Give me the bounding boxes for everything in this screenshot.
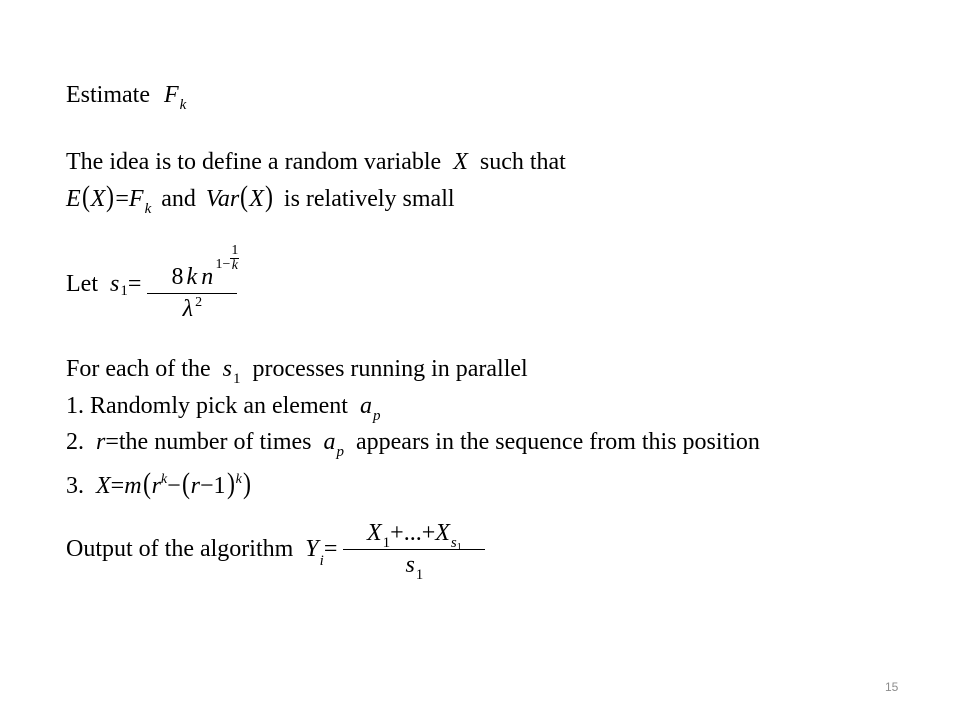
step-3-r2: r: [190, 473, 201, 499]
intro-end: processes running in parallel: [252, 356, 528, 382]
num-n: n: [201, 264, 214, 290]
output-numerator: [343, 520, 485, 553]
variance-symbol: Var: [205, 186, 240, 212]
step-3-minus: −: [167, 473, 181, 499]
step-2: [66, 428, 760, 459]
idea-end: such that: [479, 149, 566, 175]
step-2-var: r: [96, 429, 106, 455]
slide-heading: [66, 81, 186, 112]
step-1-sub: p: [372, 408, 381, 424]
exp-one-minus: 1−: [215, 257, 231, 272]
and-word: and: [161, 186, 196, 212]
steps-intro: [66, 355, 528, 386]
lambda-exp: 2: [195, 295, 203, 310]
step-3-k: k: [160, 472, 168, 487]
let-sub: 1: [120, 283, 128, 299]
den-s: s: [405, 552, 415, 578]
idea-line-1: [66, 148, 566, 176]
expectation-symbol: E: [66, 186, 81, 212]
let-var: s: [109, 271, 120, 297]
output-text: Output of the algorithm: [66, 536, 294, 562]
step-3-x: X: [96, 473, 111, 499]
output-formula: [66, 520, 485, 583]
num-k: k: [186, 264, 198, 290]
step-2-var2: a: [323, 429, 336, 455]
intro-sub: 1: [232, 371, 241, 387]
step-3-m: m: [124, 473, 142, 499]
lambda: λ: [182, 296, 194, 322]
step-3-r: r: [151, 473, 161, 499]
num-xs: X: [435, 520, 450, 546]
step-1-var: a: [359, 393, 372, 419]
exp-fraction: [230, 244, 239, 273]
intro-var: s: [222, 356, 232, 382]
exp-frac-num: 1: [231, 243, 239, 258]
num-xs-subsub: 1: [456, 542, 462, 553]
step-3-eq: =: [110, 473, 125, 499]
num-8: 8: [171, 264, 184, 290]
num-x1-sub: 1: [382, 535, 391, 551]
step-2-sub2: p: [336, 444, 344, 460]
num-plus: +...+: [390, 520, 436, 546]
var-f-sub: k: [144, 201, 152, 217]
idea-line-2-end: is relatively small: [283, 186, 455, 212]
step-3-num: 3.: [66, 473, 84, 499]
step-3-minus-one: −1: [200, 473, 226, 499]
step-1-text: 1. Randomly pick an element: [66, 393, 348, 419]
var-x: X: [90, 186, 106, 212]
output-fraction: [343, 520, 485, 583]
let-denominator: [147, 296, 237, 323]
output-denominator: [343, 552, 485, 583]
idea-var-x: X: [453, 149, 468, 175]
intro-text: For each of the: [66, 356, 211, 382]
let-numerator: [147, 243, 239, 291]
step-2-end: appears in the sequence from this position: [356, 429, 760, 455]
output-eq: =: [323, 536, 338, 562]
let-exponent: [215, 244, 239, 273]
equals: =: [115, 186, 129, 212]
step-2-num: 2.: [66, 429, 84, 455]
output-y-sub: i: [319, 553, 324, 569]
var-f: F: [128, 186, 144, 212]
step-2-text: =the number of times: [105, 429, 312, 455]
var-x-2: X: [249, 186, 264, 212]
idea-line-2: $E(X)=F_k$ and Var(X) is relatively small: [66, 180, 455, 217]
idea-text: The idea is to define a random variable: [66, 149, 442, 175]
den-s-sub: 1: [415, 567, 424, 583]
num-x1: X: [366, 520, 382, 546]
let-definition: [66, 243, 239, 323]
heading-word: Estimate: [66, 82, 150, 108]
let-equals: =: [127, 271, 142, 297]
step-1: [66, 392, 380, 423]
step-3-k2: k: [235, 472, 242, 487]
heading-var: F: [163, 82, 179, 108]
exp-frac-den: k: [231, 258, 238, 273]
step-3: 3. $X=m(r^k-(r-1)^k)$: [66, 467, 251, 500]
output-fraction-bar: [343, 549, 485, 550]
let-word: Let: [66, 271, 98, 297]
num-xs-sub: s: [450, 535, 457, 551]
page-number: 15: [885, 680, 899, 694]
output-y: Y: [305, 536, 319, 562]
let-fraction: [147, 243, 239, 323]
heading-sub: k: [179, 97, 187, 113]
let-fraction-bar: [147, 293, 237, 294]
